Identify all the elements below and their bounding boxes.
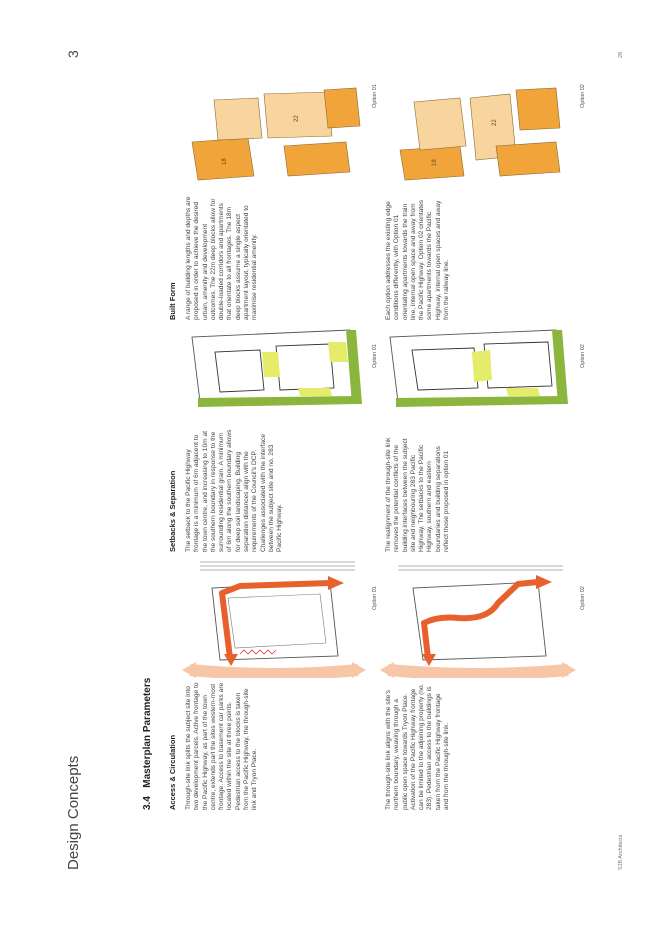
heading-access-circulation: Access & Circulation bbox=[168, 734, 177, 810]
setbacks-paragraph-1: The setback to the Pacific Highway frontage is a minimum of 6m adjacent to the town centre, and increasing to 10m at the southern boundary in response to the surrounding residential grain. A minimum of 6m along the southern boundary allows for deep soil landscaping. Building separation distances align with the requirements of the Council's DCP. Challenges associated with the interface between the subject site and no. 283 Pacific Highway. bbox=[185, 429, 284, 552]
option-label-builtform-02: Option 02 bbox=[580, 84, 586, 108]
footer-firm: SJB Architects bbox=[618, 834, 624, 870]
access-paragraph-1: Through-site link splits the subject site into two development parcels. Active frontage to the Pacific Highway, as part of the town centre, extends part the sites western-most frontage. Access to basement car parks are located within the site at three points. Pedestrian access to the blocks is taken from the Pacific Highway, the through-site link and Tryon Place. bbox=[185, 682, 259, 810]
setbacks-diagram-option-02 bbox=[378, 322, 578, 422]
section-title: Masterplan Parameters bbox=[142, 677, 153, 788]
setbacks-diagram-option-01 bbox=[180, 322, 370, 422]
access-diagram-option-02 bbox=[378, 558, 578, 678]
heading-setbacks-separation: Setbacks & Separation bbox=[168, 470, 177, 552]
access-paragraph-2: The through-site link aligns with the site's northern boundary, weaving through a public open space towards Tryon Place. Activation of the Pacific Highway frontage can be limited to the adjoining property (no. 283). Pedestrian access to the buildings is taken from the Pacific Highway frontage and from the through-site link. bbox=[385, 683, 451, 810]
footer-page-number: 28 bbox=[618, 51, 624, 58]
option-label-setbacks-02: Option 02 bbox=[580, 344, 586, 368]
builtform-diagram-option-02 bbox=[380, 70, 575, 190]
svg-text:22: 22 bbox=[492, 119, 498, 126]
section-heading bbox=[142, 678, 153, 810]
page-title: Design Concepts bbox=[65, 755, 82, 870]
builtform-paragraph-1: A range of building lengths and depths are proposed in order to achieve the desired urban, amenity and development outcomes. The 22m deep blocks allow for double-loaded corridors and apartments that orientate to all frontages. The 18m deep blocks assume a single aspect apartment layout, typically orientated to maximise residential amenity. bbox=[185, 196, 259, 320]
option-label-access-02: Option 02 bbox=[580, 586, 586, 610]
svg-text:22: 22 bbox=[294, 115, 300, 122]
page-number: 3 bbox=[65, 50, 81, 58]
svg-text:18: 18 bbox=[432, 159, 438, 166]
builtform-diagram-option-01 bbox=[178, 70, 368, 190]
option-label-setbacks-01: Option 01 bbox=[372, 344, 378, 368]
section-number: 3.4 bbox=[142, 796, 153, 810]
builtform-paragraph-2: Each option addresses the existing edge conditions differently, with Option 01 orientating apartments towards the train line, internal open space and away from the Pacific Highway. Option 02 orientates some apartments towards the Pacific Highway, internal open spaces and away from the railway line. bbox=[385, 199, 451, 320]
access-diagram-option-01 bbox=[180, 558, 370, 678]
svg-text:18: 18 bbox=[222, 158, 228, 165]
setbacks-paragraph-2: The realignment of the through-site link removes the potential conflicts of the building interfaces between the subject site and neighbouring 283 Pacific Highway. The setbacks to the Pacific Highway, southern and eastern boundaries and building separations reflect those proposed in option 01 bbox=[385, 437, 451, 552]
option-label-access-01: Option 01 bbox=[372, 586, 378, 610]
heading-built-form: Built Form bbox=[168, 282, 177, 320]
option-label-builtform-01: Option 01 bbox=[372, 84, 378, 108]
